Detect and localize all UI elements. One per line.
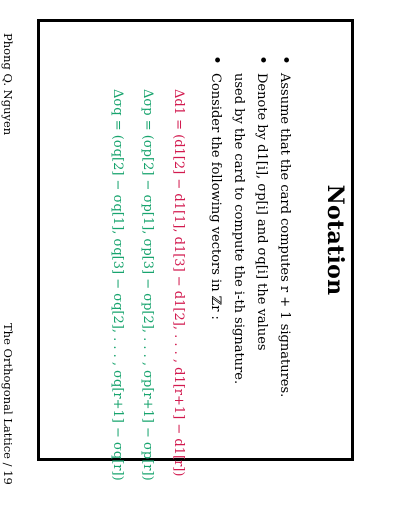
bullet-item	[227, 55, 273, 455]
delta-sigma-p-equation: Δσp = (σp[2] − σp[1], σp[3] − σp[2], . . . , σp[r+1] − σp[r])	[140, 89, 155, 481]
bullet-line: used by the card to compute the i-th signature.	[231, 73, 246, 385]
author-footer: Phong Q. Nguyen	[1, 33, 15, 136]
bullet-line: Denote by d1[i], σp[i] and σq[i] the values	[254, 73, 269, 351]
slide-content	[39, 21, 352, 481]
slide-heading: Notation	[322, 184, 348, 296]
bullet-item: • Assume that the card computes r + 1 signatures.	[273, 55, 296, 455]
delta-sigma-q-equation: Δσq = (σq[2] − σq[1], σq[3] − σq[2], . . . , σq[r+1] − σq[r])	[110, 89, 125, 481]
talk-title-footer: The Orthogonal Lattice / 19	[1, 323, 15, 485]
delta-d-equation: Δd1 = (d1[2] − d1[1], d1[3] − d1[2], . . . , d1[r+1] − d1[r])	[171, 89, 186, 477]
bullet-list	[204, 55, 296, 455]
bullet-item: • Consider the following vectors in ℤr :	[204, 55, 227, 455]
